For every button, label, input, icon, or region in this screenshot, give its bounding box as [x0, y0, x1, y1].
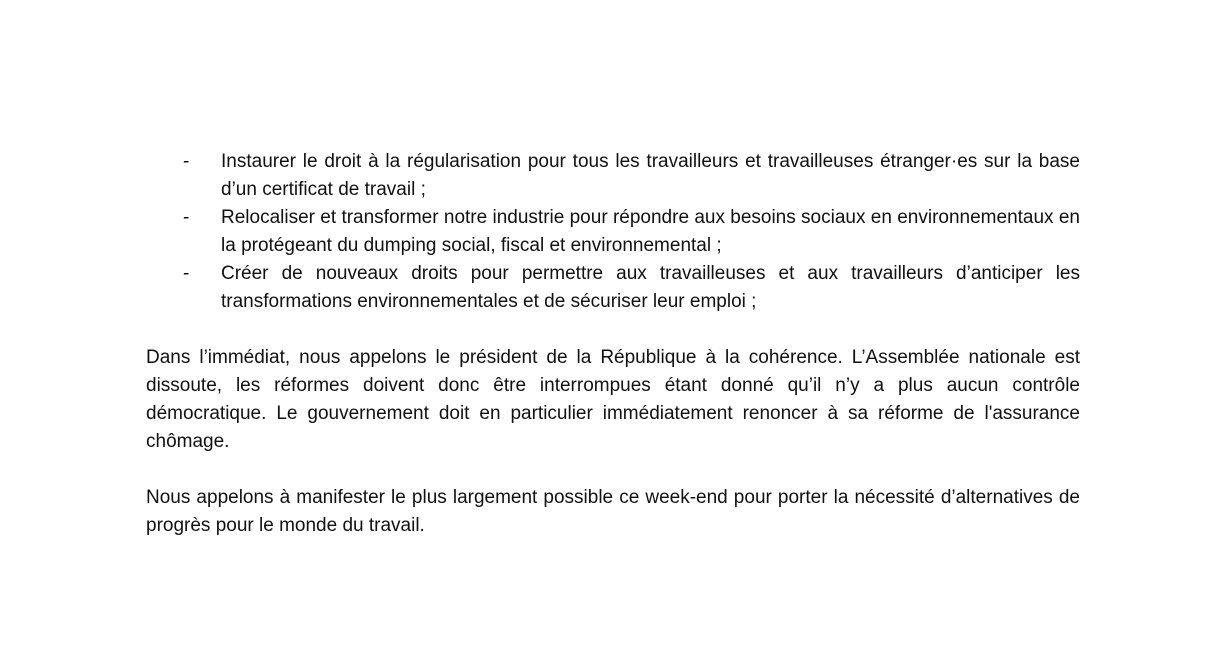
paragraph-mobilization-call: Nous appelons à manifester le plus largement possible ce week-end pour porter la nécessité d’alternatives de progrès pour le monde du travail.: [146, 487, 1080, 536]
bullet-dash: -: [183, 263, 190, 284]
list-item-text: Créer de nouveaux droits pour permettre aux travailleuses et aux travailleurs d’anticiper les transformations environnementales et de sécuriser leur emploi ;: [221, 263, 1080, 312]
list-item: [146, 148, 1080, 204]
list-item-text: Relocaliser et transformer notre industrie pour répondre aux besoins sociaux en environnementaux en la protégeant du dumping social, fiscal et environnemental ;: [221, 207, 1080, 256]
demands-list: [146, 148, 1080, 316]
bullet-dash: -: [183, 207, 190, 228]
bullet-dash: -: [183, 151, 190, 172]
document-body: [146, 148, 1080, 540]
list-item-text: Instaurer le droit à la régularisation pour tous les travailleurs et travailleuses étranger·es sur la base d’un certificat de travail ;: [221, 151, 1080, 200]
list-item: [146, 204, 1080, 260]
list-item: [146, 260, 1080, 316]
paragraph-immediate-call: Dans l’immédiat, nous appelons le président de la République à la cohérence. L’Assemblée nationale est dissoute, les réformes doivent donc être interrompues étant donné qu’il n’y a plus aucun contrôle démocratique. Le gouvernement doit en particulier immédiatement renoncer à sa réforme de l'assurance chômage.: [146, 347, 1080, 452]
